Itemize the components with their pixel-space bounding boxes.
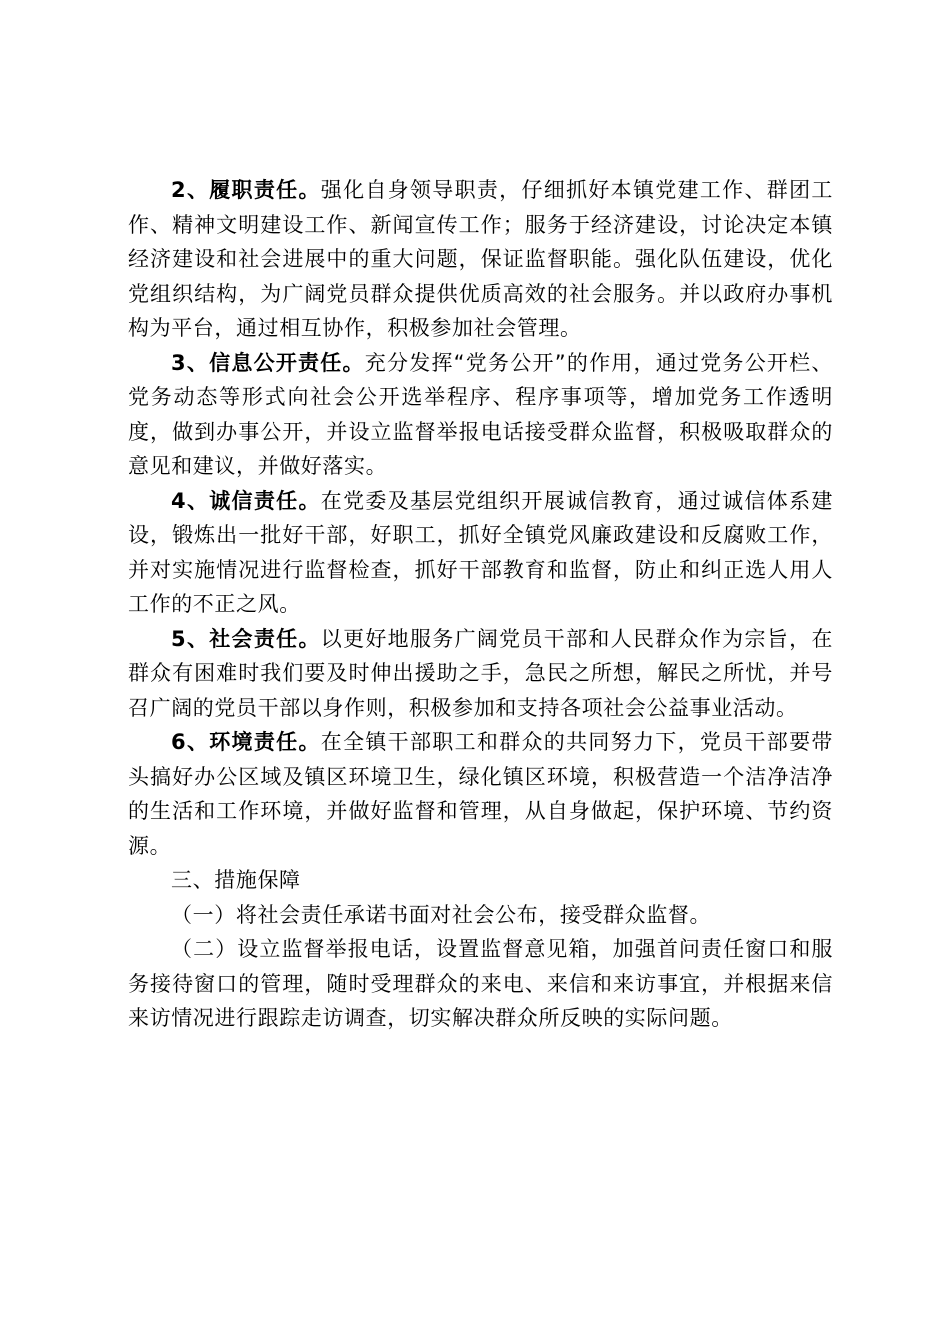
- paragraph-environment-responsibility: [128, 725, 833, 863]
- paragraph-heading: 2、履职责任。: [171, 178, 321, 202]
- paragraph-performance-responsibility: [128, 173, 833, 346]
- document-body: [128, 173, 833, 1036]
- paragraph-text: 以更好地服务广阔党员干部和人民群众作为宗旨，在群众有困难时我们要及时伸出援助之手，急民之所想，解民之所忧，并号召广阔的党员干部以身作则，积极参加和支持各项社会公益事业活动。: [128, 626, 833, 720]
- measure-item: （二）设立监督举报电话，设置监督意见箱，加强首问责任窗口和服务接待窗口的管理，随时受理群众的来电、来信和来访事宜，并根据来信来访情况进行跟踪走访调查，切实解决群众所反映的实际问题。: [128, 937, 833, 1030]
- paragraph-social-responsibility: [128, 622, 833, 726]
- paragraph-heading: 4、诚信责任。: [171, 488, 321, 513]
- paragraph-text: 在全镇干部职工和群众的共同努力下，党员干部要带头搞好办公区域及镇区环境卫生，绿化镇区环境，积极营造一个洁净洁净的生活和工作环境，并做好监督和管理，从自身做起，保护环境、节约资源。: [128, 730, 833, 858]
- paragraph-integrity-responsibility: [128, 484, 833, 622]
- section-title: 三、措施保障: [171, 868, 301, 892]
- paragraph-heading: 3、信息公开责任。: [171, 350, 365, 375]
- paragraph-heading: 5、社会责任。: [171, 626, 321, 651]
- paragraph-text: 在党委及基层党组织开展诚信教育，通过诚信体系建设，锻炼出一批好干部，好职工，抓好全镇党风廉政建设和反腐败工作，并对实施情况进行监督检查，抓好干部教育和监督，防止和纠正选人用人工作的不正之风。: [128, 488, 833, 616]
- paragraph-text: 强化自身领导职责，仔细抓好本镇党建工作、群团工作、精神文明建设工作、新闻宣传工作；服务于经济建设，讨论决定本镇经济建设和社会进展中的重大问题，保证监督职能。强化队伍建设，优化党组织结构，为广阔党员群众提供优质高效的社会服务。并以政府办事机构为平台，通过相互协作，积极参加社会管理。: [128, 178, 833, 340]
- paragraph-heading: 6、环境责任。: [171, 730, 321, 754]
- paragraph-information-disclosure: [128, 346, 833, 484]
- paragraph-text: 充分发挥“党务公开”的作用，通过党务公开栏、党务动态等形式向社会公开选举程序、程序事项等，增加党务工作透明度，做到办事公开，并设立监督举报电话接受群众监督，积极吸取群众的意见和建议，并做好落实。: [128, 350, 833, 478]
- measure-item: （一）将社会责任承诺书面对社会公布，接受群众监督。: [171, 902, 712, 927]
